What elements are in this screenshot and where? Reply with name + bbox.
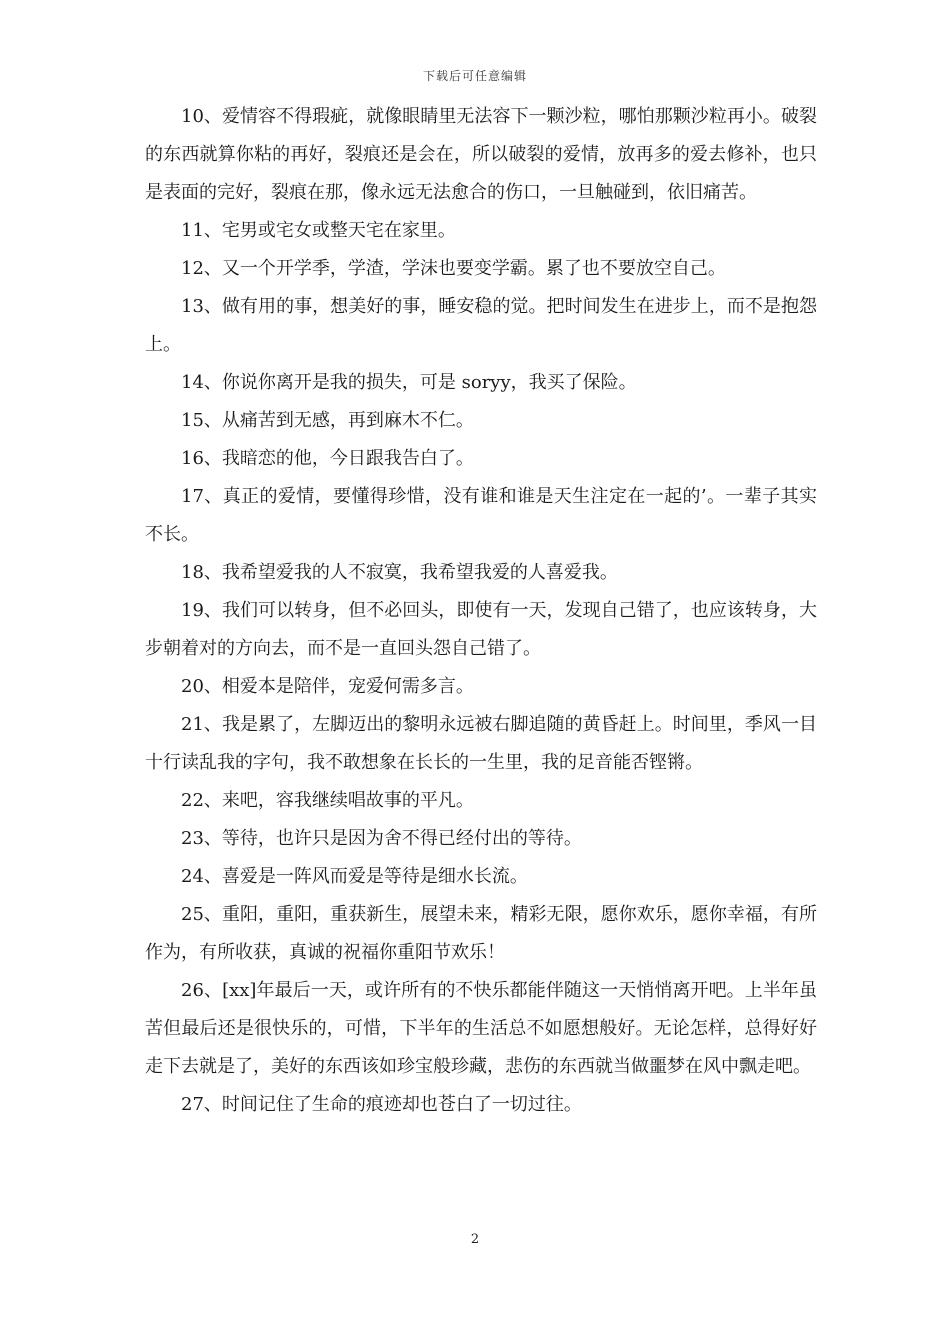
paragraph-12: 12、又一个开学季，学渣，学沫也要变学霸。累了也不要放空自己。 xyxy=(181,258,726,279)
paragraph-27: 27、时间记住了生命的痕迹却也苍白了一切过往。 xyxy=(181,1094,582,1115)
paragraph-11: 11、宅男或宅女或整天宅在家里。 xyxy=(181,220,456,241)
paragraph-21: 21、我是累了，左脚迈出的黎明永远被右脚追随的黄昏赶上。时间里，季风一目十行读乱我的字句，我不敢想象在长长的一生里，我的足音能否铿锵。 xyxy=(145,714,817,773)
page-number: 2 xyxy=(470,1232,480,1247)
paragraph-14: 14、你说你离开是我的损失，可是 soryy，我买了保险。 xyxy=(181,372,637,393)
paragraph-20: 20、相爱本是陪伴，宠爱何需多言。 xyxy=(181,676,474,697)
paragraph-13: 13、做有用的事，想美好的事，睡安稳的觉。把时间发生在进步上，而不是抱怨上。 xyxy=(145,296,817,355)
paragraph-24: 24、喜爱是一阵风而爱是等待是细水长流。 xyxy=(181,866,528,887)
paragraph-25: 25、重阳，重阳，重获新生，展望未来，精彩无限，愿你欢乐，愿你幸福，有所作为，有所收获，真诚的祝福你重阳节欢乐！ xyxy=(145,904,817,963)
document-body xyxy=(145,98,817,1124)
paragraph-22: 22、来吧，容我继续唱故事的平凡。 xyxy=(181,790,474,811)
paragraph-18: 18、我希望爱我的人不寂寞，我希望我爱的人喜爱我。 xyxy=(181,562,618,583)
header-note: 下载后可任意编辑 xyxy=(422,69,527,83)
paragraph-17: 17、真正的爱情，要懂得珍惜，没有谁和谁是天生注定在一起的’。一辈子其实不长。 xyxy=(145,486,817,545)
paragraph-10: 10、爱情容不得瑕疵，就像眼睛里无法容下一颗沙粒，哪怕那颗沙粒再小。破裂的东西就算你粘的再好，裂痕还是会在，所以破裂的爱情，放再多的爱去修补，也只是表面的完好，裂痕在那，像永远无法愈合的伤口，一旦触碰到，依旧痛苦。 xyxy=(145,106,817,203)
paragraph-26: 26、[xx]年最后一天，或许所有的不快乐都能伴随这一天悄悄离开吧。上半年虽苦但最后还是很快乐的，可惜，下半年的生活总不如愿想般好。无论怎样，总得好好走下去就是了，美好的东西该如珍宝般珍藏，悲伤的东西就当做噩梦在风中飘走吧。 xyxy=(145,980,817,1077)
paragraph-19: 19、我们可以转身，但不必回头，即使有一天，发现自己错了，也应该转身，大步朝着对的方向去，而不是一直回头怨自己错了。 xyxy=(145,600,817,659)
paragraph-16: 16、我暗恋的他，今日跟我告白了。 xyxy=(181,448,474,469)
paragraph-15: 15、从痛苦到无感，再到麻木不仁。 xyxy=(181,410,474,431)
paragraph-23: 23、等待，也许只是因为舍不得已经付出的等待。 xyxy=(181,828,582,849)
